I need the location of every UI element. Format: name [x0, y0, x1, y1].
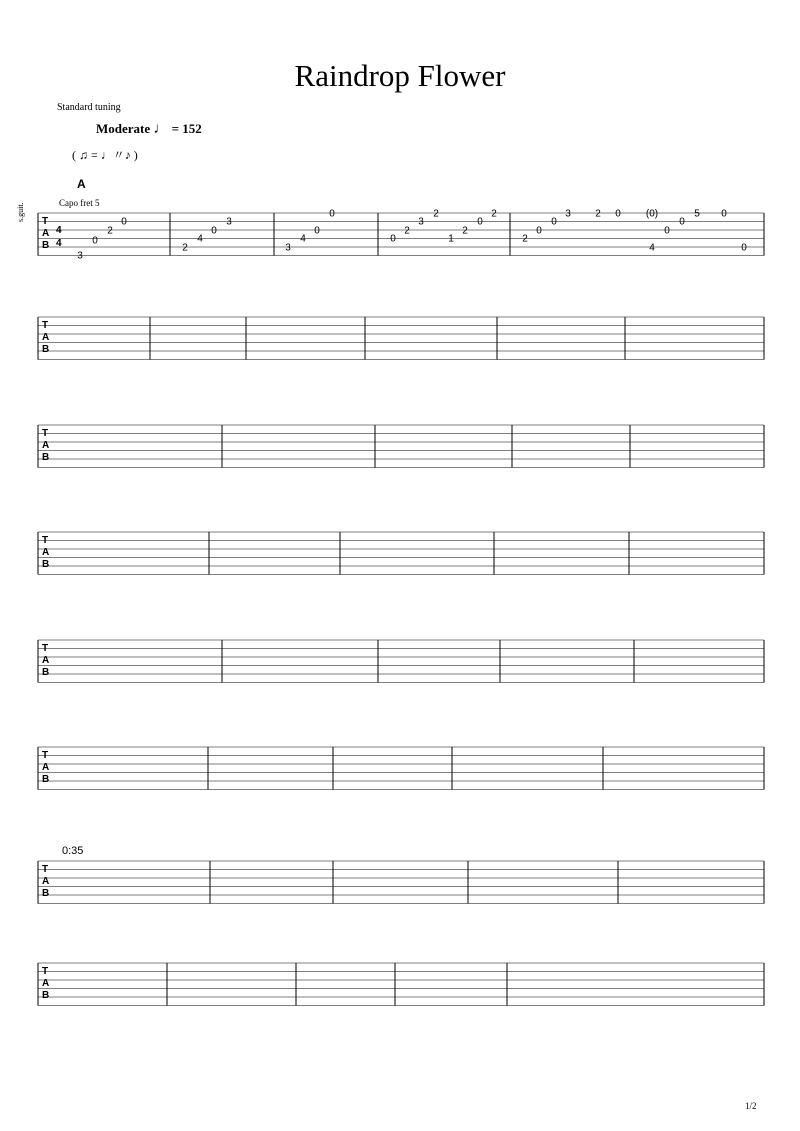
- fret-number: 0: [92, 235, 98, 247]
- fret-number: 2: [107, 225, 113, 237]
- tab-clef-letter: A: [42, 876, 50, 887]
- instrument-label: s.guit.: [16, 202, 25, 222]
- fret-number: 1: [448, 233, 454, 245]
- tab-clef-letter: A: [42, 332, 50, 343]
- tab-clef-letter: B: [42, 888, 50, 899]
- fret-number: 0: [329, 208, 335, 220]
- tab-clef-letter: A: [42, 655, 50, 666]
- tab-clef-letter: T: [42, 864, 49, 875]
- staff-row: [38, 425, 764, 468]
- fret-number: 0: [721, 208, 727, 220]
- tab-clef-letter: A: [42, 228, 50, 239]
- tuning-label: Standard tuning: [57, 102, 121, 113]
- fret-number: 4: [300, 233, 306, 245]
- fret-number: 0: [615, 208, 621, 220]
- tab-clef-letter: B: [42, 774, 50, 785]
- tempo-label: Moderate: [96, 121, 151, 136]
- fret-number: 0: [664, 225, 670, 237]
- fret-number: 0: [679, 216, 685, 228]
- tab-clef-letter: B: [42, 344, 50, 355]
- tab-clef-letter: B: [42, 559, 50, 570]
- fret-number: 3: [285, 242, 291, 254]
- fret-number: 2: [462, 225, 468, 237]
- tab-clef-letter: A: [42, 762, 50, 773]
- tab-clef-letter: T: [42, 216, 49, 227]
- fret-number: (0): [645, 208, 659, 220]
- tab-clef-letter: B: [42, 667, 50, 678]
- fret-number: 0: [741, 242, 747, 254]
- fret-number: 3: [226, 216, 232, 228]
- staff-row: [38, 861, 764, 904]
- tab-clef-letter: A: [42, 547, 50, 558]
- tab-clef-letter: B: [42, 240, 50, 251]
- staff-lines: [38, 213, 764, 1006]
- tab-clef-letter: B: [42, 452, 50, 463]
- capo-label: Capo fret 5: [59, 198, 100, 208]
- section-marker: A: [77, 177, 86, 191]
- fret-number: 2: [433, 208, 439, 220]
- staff-row: [38, 317, 764, 360]
- tab-clef-letter: A: [42, 978, 50, 989]
- tab-clef-letter: T: [42, 535, 49, 546]
- tempo-value: = 152: [171, 121, 202, 136]
- fret-number: 0: [551, 216, 557, 228]
- tab-clef-letter: T: [42, 320, 49, 331]
- time-signature-bottom: 4: [56, 238, 62, 249]
- fret-number: 2: [491, 208, 497, 220]
- fret-number: 0: [314, 225, 320, 237]
- quarter-note-icon: ♩: [153, 121, 169, 137]
- fret-number: 2: [404, 225, 410, 237]
- fret-number: 0: [536, 225, 542, 237]
- fret-number: 0: [477, 216, 483, 228]
- tab-clef-letter: T: [42, 428, 49, 439]
- staff-row: [38, 963, 764, 1006]
- page-number: 1/2: [745, 1101, 757, 1111]
- fret-number: 3: [418, 216, 424, 228]
- staff-row: [38, 747, 764, 790]
- fret-number: 0: [211, 225, 217, 237]
- tab-numbers: [77, 209, 747, 262]
- fret-number: 2: [182, 242, 188, 254]
- tab-clef-letter: A: [42, 440, 50, 451]
- fret-number: 3: [77, 250, 83, 262]
- staff-row: [38, 640, 764, 683]
- score-title: Raindrop Flower: [294, 58, 506, 93]
- time-marker: 0:35: [62, 845, 84, 857]
- staff-row: [38, 532, 764, 575]
- fret-number: 0: [390, 233, 396, 245]
- time-signature-top: 4: [56, 225, 62, 236]
- fret-number: 3: [565, 208, 571, 220]
- tab-clef-letter: T: [42, 966, 49, 977]
- tab-clef-letter: B: [42, 990, 50, 1001]
- fret-number: 2: [595, 208, 601, 220]
- fret-number: 4: [197, 233, 203, 245]
- tab-clef-letter: T: [42, 750, 49, 761]
- fret-number: 2: [522, 233, 528, 245]
- swing-notation: ( ♫ = ♩〃♪ ): [72, 148, 138, 162]
- fret-number: 4: [649, 242, 655, 254]
- fret-number: 0: [121, 216, 127, 228]
- fret-number: 5: [694, 208, 700, 220]
- tab-clef-letter: T: [42, 643, 49, 654]
